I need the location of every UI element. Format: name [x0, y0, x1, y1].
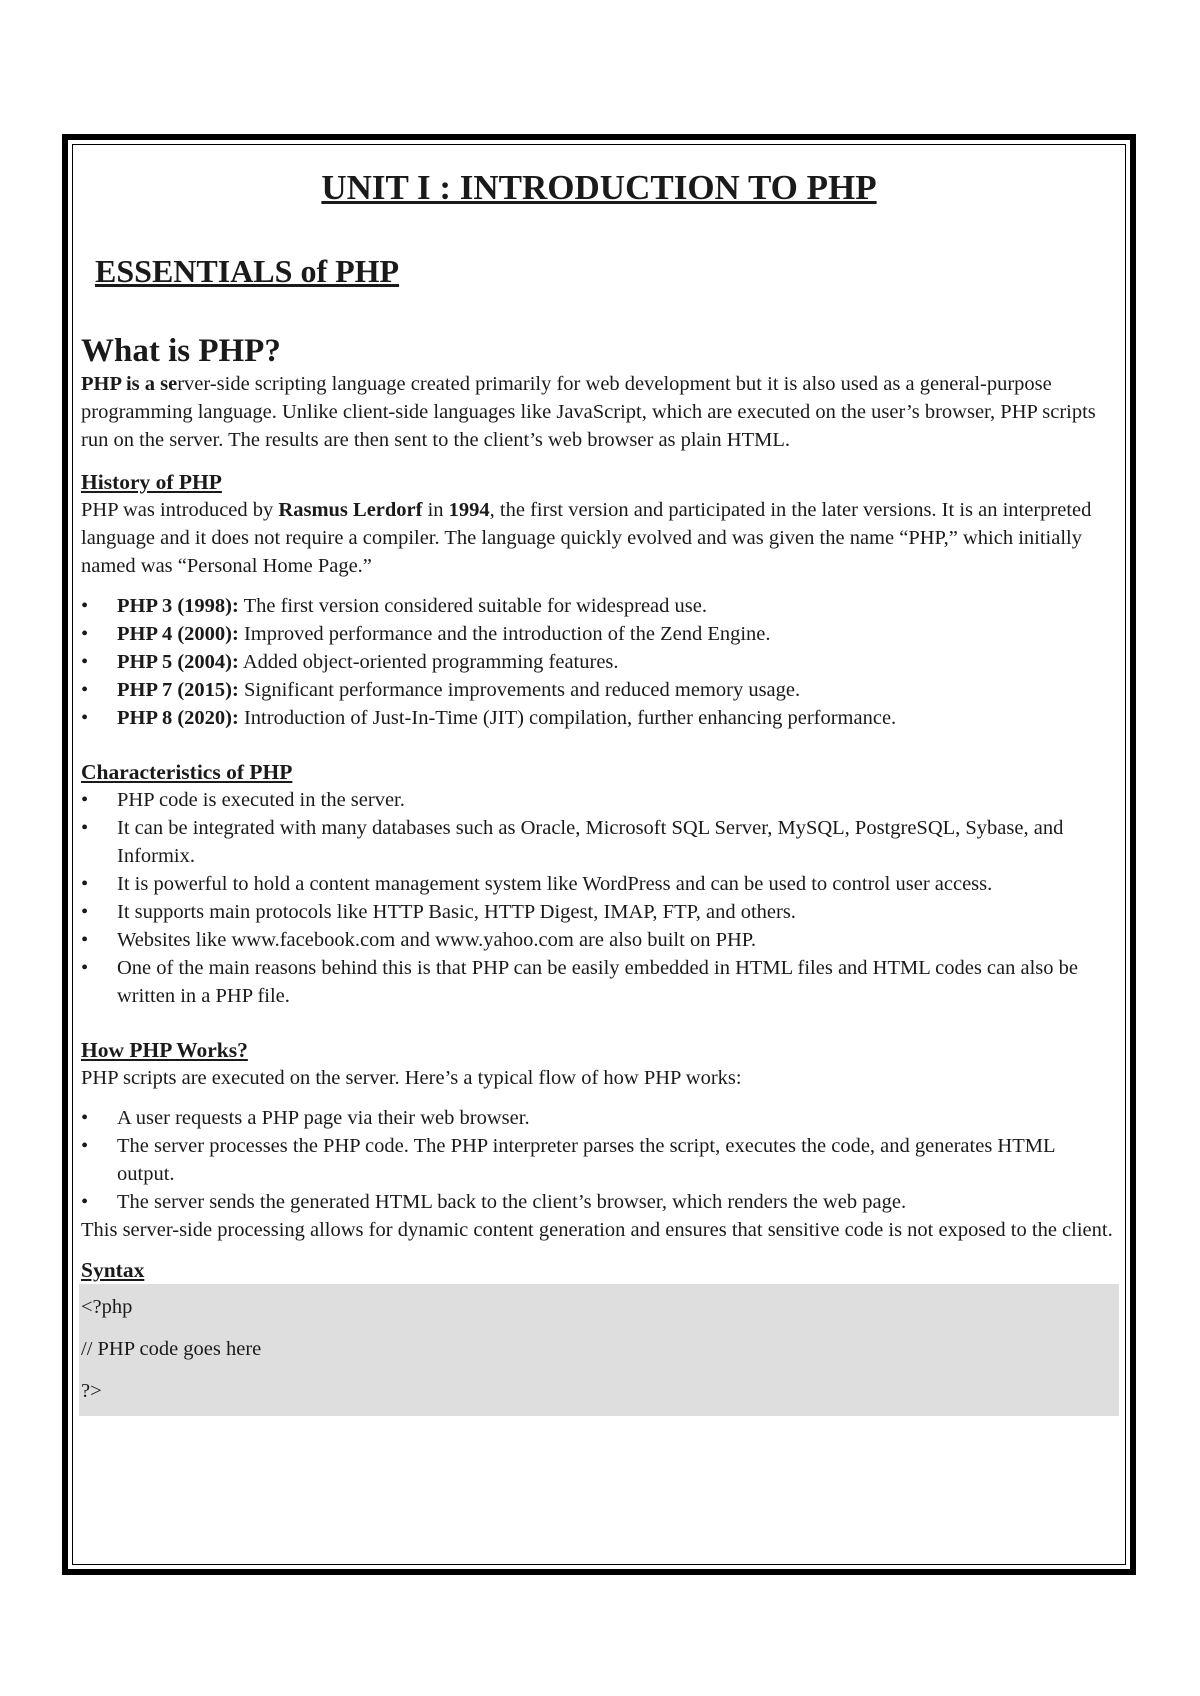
unit-title: UNIT I : INTRODUCTION TO PHP: [321, 168, 877, 207]
list-item: • It can be integrated with many databases such as Oracle, Microsoft SQL Server, MySQL, PostgreSQL, Sybase, and Informix.: [81, 817, 1064, 867]
list-item: • PHP code is executed in the server.: [81, 789, 405, 811]
characteristics-list: [81, 786, 1117, 1010]
history-heading: History of PHP: [81, 470, 222, 494]
how-php-works-outro: This server-side processing allows for dynamic content generation and ensures that sensitive code is not exposed to the client.: [81, 1219, 1113, 1241]
how-php-works-heading: How PHP Works?: [81, 1038, 248, 1062]
history-paragraph: PHP was introduced by Rasmus Lerdorf in 1994, the first version and participated in the later versions. It is an interpreted language and it does not require a compiler. The language quickly evolved and was given the name “PHP,” which initially named was “Personal Home Page.”: [81, 499, 1092, 577]
document-body: [81, 168, 1117, 1416]
characteristics-heading: Characteristics of PHP: [81, 760, 293, 784]
syntax-heading: Syntax: [81, 1258, 145, 1282]
code-line: // PHP code goes here: [81, 1338, 262, 1360]
list-item: • It supports main protocols like HTTP Basic, HTTP Digest, IMAP, FTP, and others.: [81, 901, 796, 923]
list-item: • It is powerful to hold a content management system like WordPress and can be used to control user access.: [81, 873, 993, 895]
list-item: • A user requests a PHP page via their web browser.: [81, 1107, 530, 1129]
list-item: • The server sends the generated HTML back to the client’s browser, which renders the web page.: [81, 1191, 907, 1213]
how-php-works-steps: [81, 1104, 1117, 1216]
syntax-code-block: [79, 1284, 1119, 1416]
list-item: • The server processes the PHP code. The PHP interpreter parses the script, executes the code, and generates HTML output.: [81, 1135, 1055, 1185]
what-is-php-paragraph: PHP is a server-side scripting language created primarily for web development but it is also used as a general-purpose programming language. Unlike client-side languages like JavaScript, which are executed on the user’s browser, PHP scripts run on the server. The results are then sent to the client’s web browser as plain HTML.: [81, 373, 1096, 451]
essentials-heading: ESSENTIALS of PHP: [95, 253, 400, 289]
how-php-works-intro: PHP scripts are executed on the server. Here’s a typical flow of how PHP works:: [81, 1067, 742, 1089]
list-item: • PHP 3 (1998): The first version considered suitable for widespread use.: [81, 595, 707, 617]
list-item: • PHP 5 (2004): Added object-oriented programming features.: [81, 651, 619, 673]
list-item: • Websites like www.facebook.com and www.yahoo.com are also built on PHP.: [81, 929, 757, 951]
list-item: • PHP 4 (2000): Improved performance and the introduction of the Zend Engine.: [81, 623, 771, 645]
code-line: <?php: [81, 1296, 133, 1318]
version-list: [81, 592, 1117, 732]
list-item: • PHP 8 (2020): Introduction of Just-In-Time (JIT) compilation, further enhancing performance.: [81, 707, 897, 729]
list-item: • PHP 7 (2015): Significant performance improvements and reduced memory usage.: [81, 679, 801, 701]
code-line: ?>: [81, 1380, 102, 1402]
what-is-php-heading: What is PHP?: [81, 333, 281, 369]
list-item: • One of the main reasons behind this is that PHP can be easily embedded in HTML files and HTML codes can also be written in a PHP file.: [81, 957, 1078, 1007]
